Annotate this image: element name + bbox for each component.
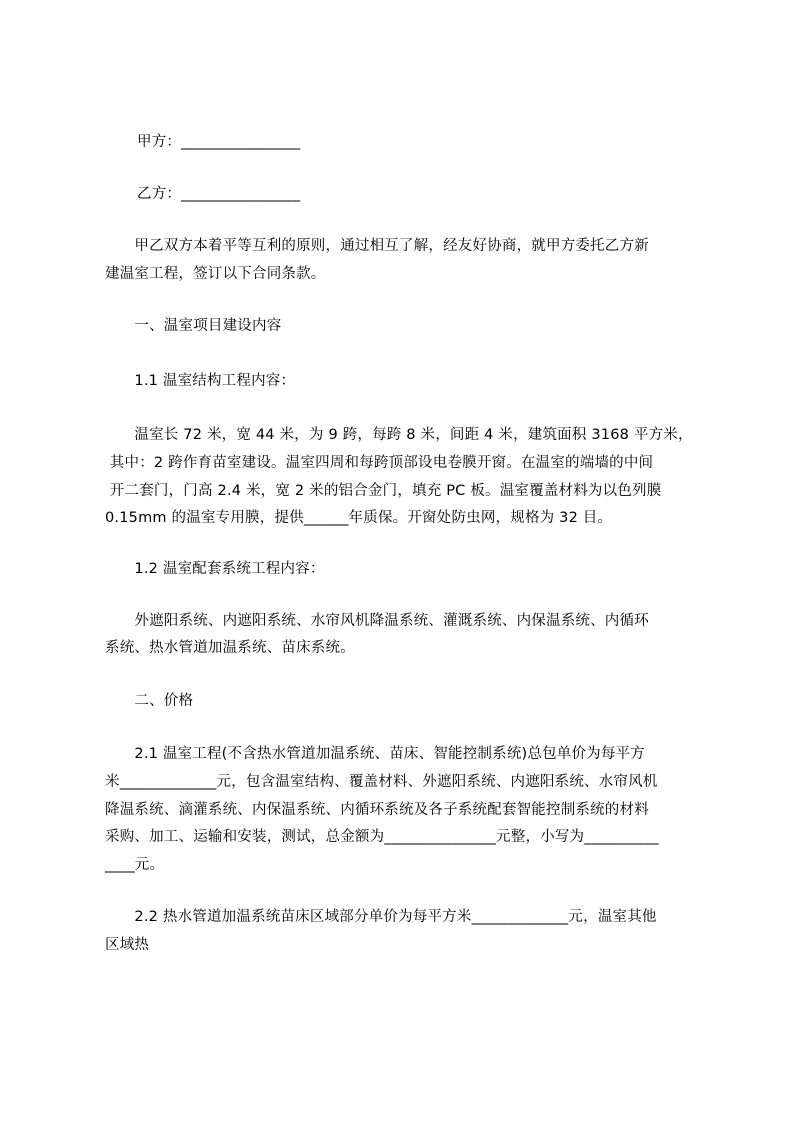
subsection-1-1-title: 1.1 温室结构工程内容： [105, 373, 296, 389]
subsection-1-2-line-1: 外遮阳系统、内遮阳系统、水帘风机降温系统、灌溉系统、内保温系统、内循环 [105, 613, 649, 629]
subsection-1-2-line-2: 系统、热水管道加温系统、苗床系统。 [105, 640, 355, 656]
subsection-1-1-line-2: 其中：2 跨作育苗室建设。温室四周和每跨顶部设电卷膜开窗。在温室的端墙的中间 [105, 455, 654, 471]
subsection-2-1-line-4: 采购、加工、运输和安装，测试，总金额为_______________元整，小写为__________ [105, 829, 659, 845]
party-b-line: 乙方：________________ [137, 186, 301, 202]
intro-line-1: 甲乙双方本着平等互利的原则，通过相互了解，经友好协商，就甲方委托乙方新 [105, 238, 649, 254]
intro-line-2: 建温室工程，签订以下合同条款。 [105, 266, 326, 282]
section-1-title: 一、温室项目建设内容 [105, 318, 282, 334]
section-2-title: 二、价格 [105, 693, 194, 709]
subsection-2-1-line-2: 米_____________元，包含温室结构、覆盖材料、外遮阳系统、内遮阳系统、水帘风机 [105, 774, 658, 790]
party-a-line: 甲方：________________ [137, 134, 301, 150]
subsection-2-2-line-2: 区域热 [105, 937, 150, 953]
subsection-2-1-line-1: 2.1 温室工程(不含热水管道加温系统、苗床、智能控制系统)总包单价为每平方 [105, 746, 645, 762]
subsection-1-1-line-3: 开二套门，门高 2.4 米，宽 2 米的铝合金门，填充 PC 板。温室覆盖材料为以色列膜 [105, 483, 662, 499]
subsection-2-1-line-3: 降温系统、滴灌系统、内保温系统、内循环系统及各子系统配套智能控制系统的材料 [105, 802, 649, 818]
subsection-1-1-line-4: 0.15mm 的温室专用膜，提供______年质保。开窗处防虫网，规格为 32 目。 [105, 510, 613, 526]
subsection-2-1-line-5: ____元。 [105, 857, 165, 873]
subsection-1-2-title: 1.2 温室配套系统工程内容： [105, 561, 325, 577]
subsection-1-1-line-1: 温室长 72 米，宽 44 米，为 9 跨，每跨 8 米，间距 4 米，建筑面积 3168 平方米， [105, 427, 693, 443]
subsection-2-2-line-1: 2.2 热水管道加温系统苗床区域部分单价为每平方米_____________元，温室其他 [105, 909, 657, 925]
